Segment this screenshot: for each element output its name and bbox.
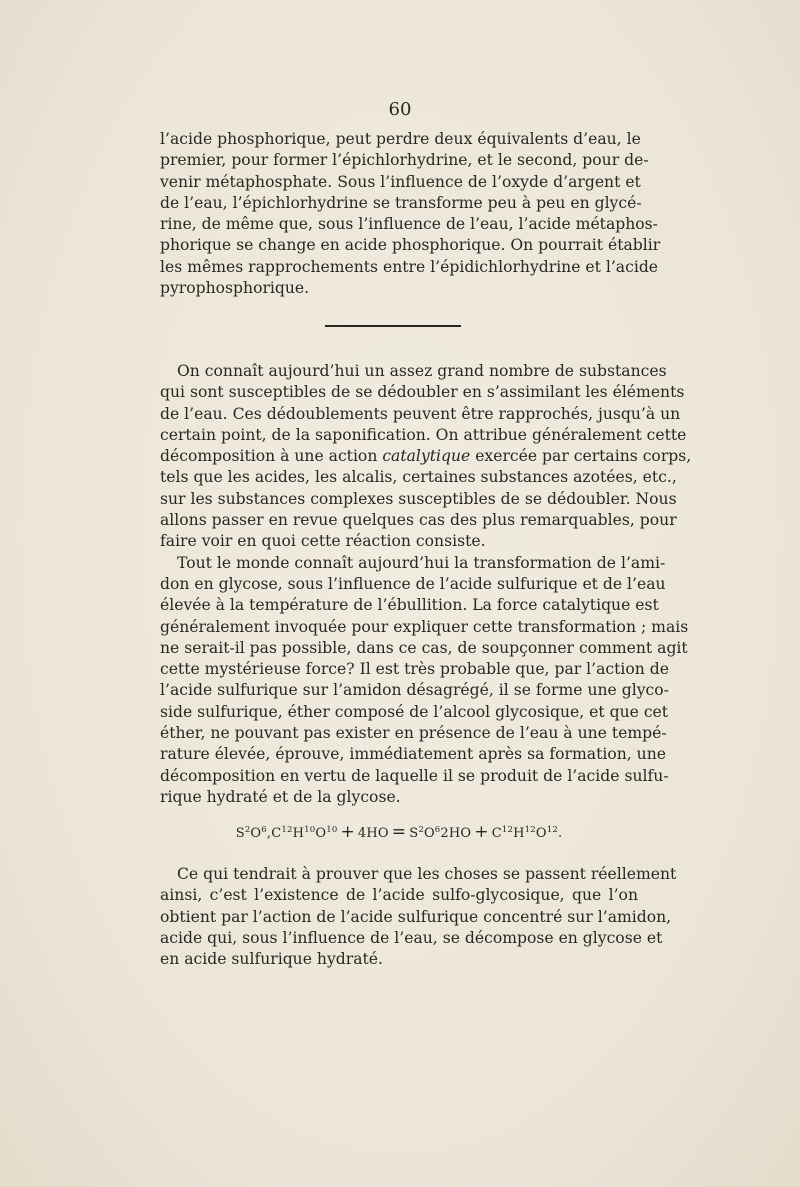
text-line: rique hydraté et de la glycose. xyxy=(160,787,401,806)
text-line: cette mystérieuse force? Il est très probable que, par l’action de xyxy=(160,660,669,679)
formula-text: . xyxy=(557,826,563,841)
text-line: décomposition en vertu de laquelle il se produit de l’acide sulfu- xyxy=(160,766,669,785)
paragraph-sulfo-glycosique xyxy=(160,864,677,970)
italic-term: catalytique xyxy=(382,447,471,466)
formula-text: ,C xyxy=(266,826,282,841)
text-line: venir métaphosphate. Sous l’influence de l’oxyde d’argent et xyxy=(160,172,641,191)
formula-text: H xyxy=(292,826,305,841)
formula-subscript: 6 xyxy=(434,825,441,835)
text-line: premier, pour former l’épichlorhydrine, et le second, pour de- xyxy=(160,151,649,170)
formula-subscript: 12 xyxy=(546,825,558,835)
text-line: l’acide phosphorique, peut perdre deux équivalents d’eau, le xyxy=(160,130,641,148)
paragraph-dedoublements xyxy=(160,361,692,808)
text-line: side sulfurique, éther composé de l’alcool glycosique, et que cet xyxy=(160,702,669,721)
text-line: ne serait-il pas possible, dans ce cas, de soupçonner comment agit xyxy=(160,638,688,657)
text-line: phorique se change en acide phosphorique. On pourrait établir xyxy=(160,236,661,255)
paragraph-phosphoric-acid xyxy=(160,129,661,299)
text-line: de l’eau, l’épichlorhydrine se transforme peu à peu en glycé- xyxy=(160,193,642,212)
formula-text: 2HO xyxy=(440,826,472,841)
formula-text: 4HO xyxy=(357,826,389,841)
text-line: acide qui, sous l’influence de l’eau, se décompose en glycose et xyxy=(160,928,663,947)
plus-sign: + xyxy=(340,822,355,842)
text-line: On connaît aujourd’hui un assez grand nombre de substances xyxy=(177,362,667,380)
text-line: Tout le monde connaît aujourd’hui la transformation de l’ami- xyxy=(177,553,666,572)
formula-subscript: 2 xyxy=(244,825,251,835)
equals-sign: = xyxy=(391,822,407,842)
text-line: obtient par l’action de l’acide sulfurique concentré sur l’amidon, xyxy=(160,907,672,926)
text-line xyxy=(160,446,692,467)
text-run: décomposition à une action xyxy=(160,447,383,466)
text-line: tels que les acides, les alcalis, certaines substances azotées, etc., xyxy=(160,468,677,487)
text-line: ainsi, c’est l’existence de l’acide sulfo-glycosique, que l’on xyxy=(160,886,638,905)
text-line: en acide sulfurique hydraté. xyxy=(160,950,383,969)
text-line: l’acide sulfurique sur l’amidon désagrégé, il se forme une glyco- xyxy=(160,681,669,700)
text-line: rature élevée, éprouve, immédiatement après sa formation, une xyxy=(160,745,666,764)
formula-text: S xyxy=(409,826,419,841)
text-line: allons passer en revue quelques cas des plus remarquables, pour xyxy=(160,511,677,530)
text-line: élevée à la température de l’ébullition. La force catalytique est xyxy=(160,596,659,615)
formula-subscript: 10 xyxy=(326,825,338,835)
formula-text: S xyxy=(235,826,245,841)
text-line: rine, de même que, sous l’influence de l’eau, l’acide métaphos- xyxy=(160,215,658,234)
text-line: qui sont susceptibles de se dédoubler en s’assimilant les éléments xyxy=(160,383,685,402)
text-line: les mêmes rapprochements entre l’épidichlorhydrine et l’acide xyxy=(160,257,659,276)
text-line: don en glycose, sous l’influence de l’acide sulfurique et de l’eau xyxy=(160,574,666,593)
section-divider xyxy=(325,325,461,327)
text-line: pyrophosphorique. xyxy=(160,279,310,298)
chemical-equation xyxy=(160,822,638,842)
text-line: de l’eau. Ces dédoublements peuvent être rapprochés, jusqu’à un xyxy=(160,404,681,423)
formula-subscript: 12 xyxy=(281,825,293,835)
formula-subscript: 12 xyxy=(501,825,514,835)
text-line: Ce qui tendrait à prouver que les choses se passent réellement xyxy=(177,865,677,883)
formula-subscript: 12 xyxy=(524,825,536,835)
text-line: faire voir en quoi cette réaction consiste. xyxy=(160,532,486,551)
formula-text: O xyxy=(250,826,262,841)
formula-subscript: 6 xyxy=(261,825,267,835)
formula-subscript: 10 xyxy=(304,825,316,835)
formula-text: H xyxy=(513,826,525,841)
formula-subscript: 2 xyxy=(418,825,424,835)
text-line: sur les substances complexes susceptibles de se dédoubler. Nous xyxy=(160,489,677,508)
text-line: certain point, de la saponification. On attribue généralement cette xyxy=(160,425,687,444)
formula-text: O xyxy=(315,826,327,841)
page-number: 60 xyxy=(388,99,412,120)
text-line: généralement invoquée pour expliquer cette transformation ; mais xyxy=(160,617,689,636)
text-line: éther, ne pouvant pas exister en présence de l’eau à une tempé- xyxy=(160,724,667,743)
formula-text: C xyxy=(491,826,502,841)
formula-text: O xyxy=(535,826,547,841)
text-run: exercée par certains corps, xyxy=(470,447,692,466)
plus-sign: + xyxy=(474,822,489,842)
formula-text: O xyxy=(423,826,435,841)
